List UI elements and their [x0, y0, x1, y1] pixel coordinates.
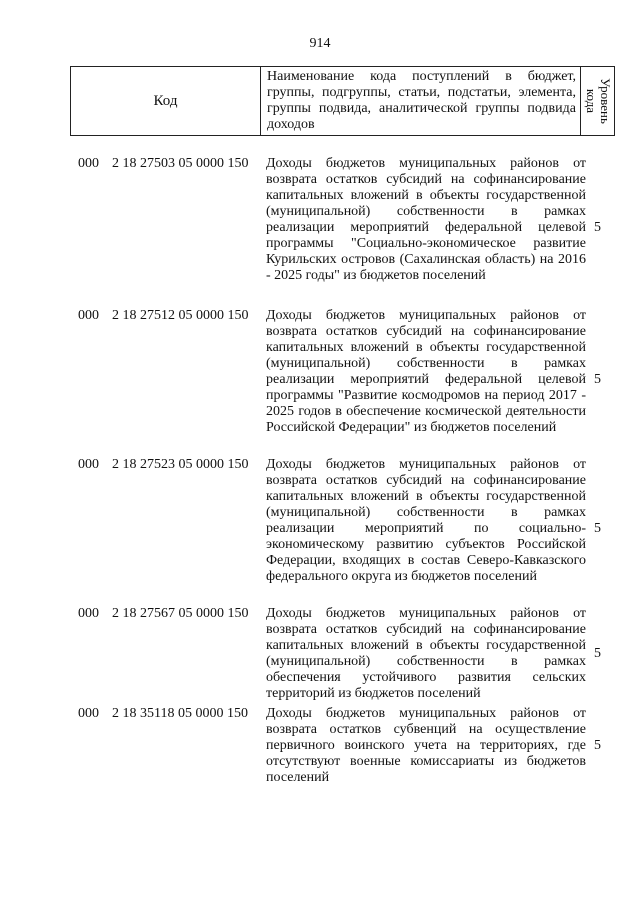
row-description: Доходы бюджетов муниципальных районов от возврата остатков субвенций на осуществление первичного воинского учета на территориях, где отсутствуют военные комиссариаты из бюджетов поселений [266, 706, 586, 785]
row-level: 5 [594, 521, 601, 536]
page-number: 914 [309, 36, 331, 51]
row-level: 5 [594, 372, 601, 387]
row-code: 2 18 27503 05 0000 150 [112, 156, 249, 171]
header-level [581, 67, 614, 135]
row-description: Доходы бюджетов муниципальных районов от возврата остатков субсидий на софинансирование капитальных вложений в объекты государственной (муниципальной) собственности в рамках реализации мероприятий федеральной целевой программы "Развитие космодромов на период 2017 - 2025 годов в обеспечение космической деятельности Российской Федерации" из бюджетов поселений [266, 308, 586, 435]
row-level: 5 [594, 738, 601, 753]
table-header [70, 66, 615, 136]
row-level: 5 [594, 646, 601, 661]
row-description: Доходы бюджетов муниципальных районов от возврата остатков субсидий на софинансирование капитальных вложений в объекты государственной (муниципальной) собственности в рамках обеспечения устойчивого развития сельских территорий из бюджетов поселений [266, 606, 586, 701]
row-prefix: 000 [78, 457, 99, 472]
row-code: 2 18 35118 05 0000 150 [112, 706, 248, 721]
row-code: 2 18 27523 05 0000 150 [112, 457, 249, 472]
row-level: 5 [594, 220, 601, 235]
row-prefix: 000 [78, 308, 99, 323]
row-prefix: 000 [78, 606, 99, 621]
header-code: Код [71, 67, 261, 135]
row-code: 2 18 27567 05 0000 150 [112, 606, 249, 621]
row-prefix: 000 [78, 706, 99, 721]
row-prefix: 000 [78, 156, 99, 171]
row-description: Доходы бюджетов муниципальных районов от возврата остатков субсидий на софинансирование капитальных вложений в объекты государственной (муниципальной) собственности в рамках реализации мероприятий федеральной целевой программы "Социально-экономическое развитие Курильских островов (Сахалинская область) на 2016 - 2025 годы" из бюджетов поселений [266, 156, 586, 283]
header-name: Наименование кода поступлений в бюджет, группы, подгруппы, статьи, подстатьи, элемента, группы подвида, аналитической группы подвида доходов [261, 67, 581, 135]
row-code: 2 18 27512 05 0000 150 [112, 308, 249, 323]
header-level-label: Уровень кода [583, 78, 613, 124]
row-description: Доходы бюджетов муниципальных районов от возврата остатков субсидий на софинансирование капитальных вложений в объекты государственной (муниципальной) собственности в рамках реализации мероприятий по социально-экономическому развитию субъектов Российской Федерации, входящих в состав Северо-Кавказского федерального округа из бюджетов поселений [266, 457, 586, 584]
